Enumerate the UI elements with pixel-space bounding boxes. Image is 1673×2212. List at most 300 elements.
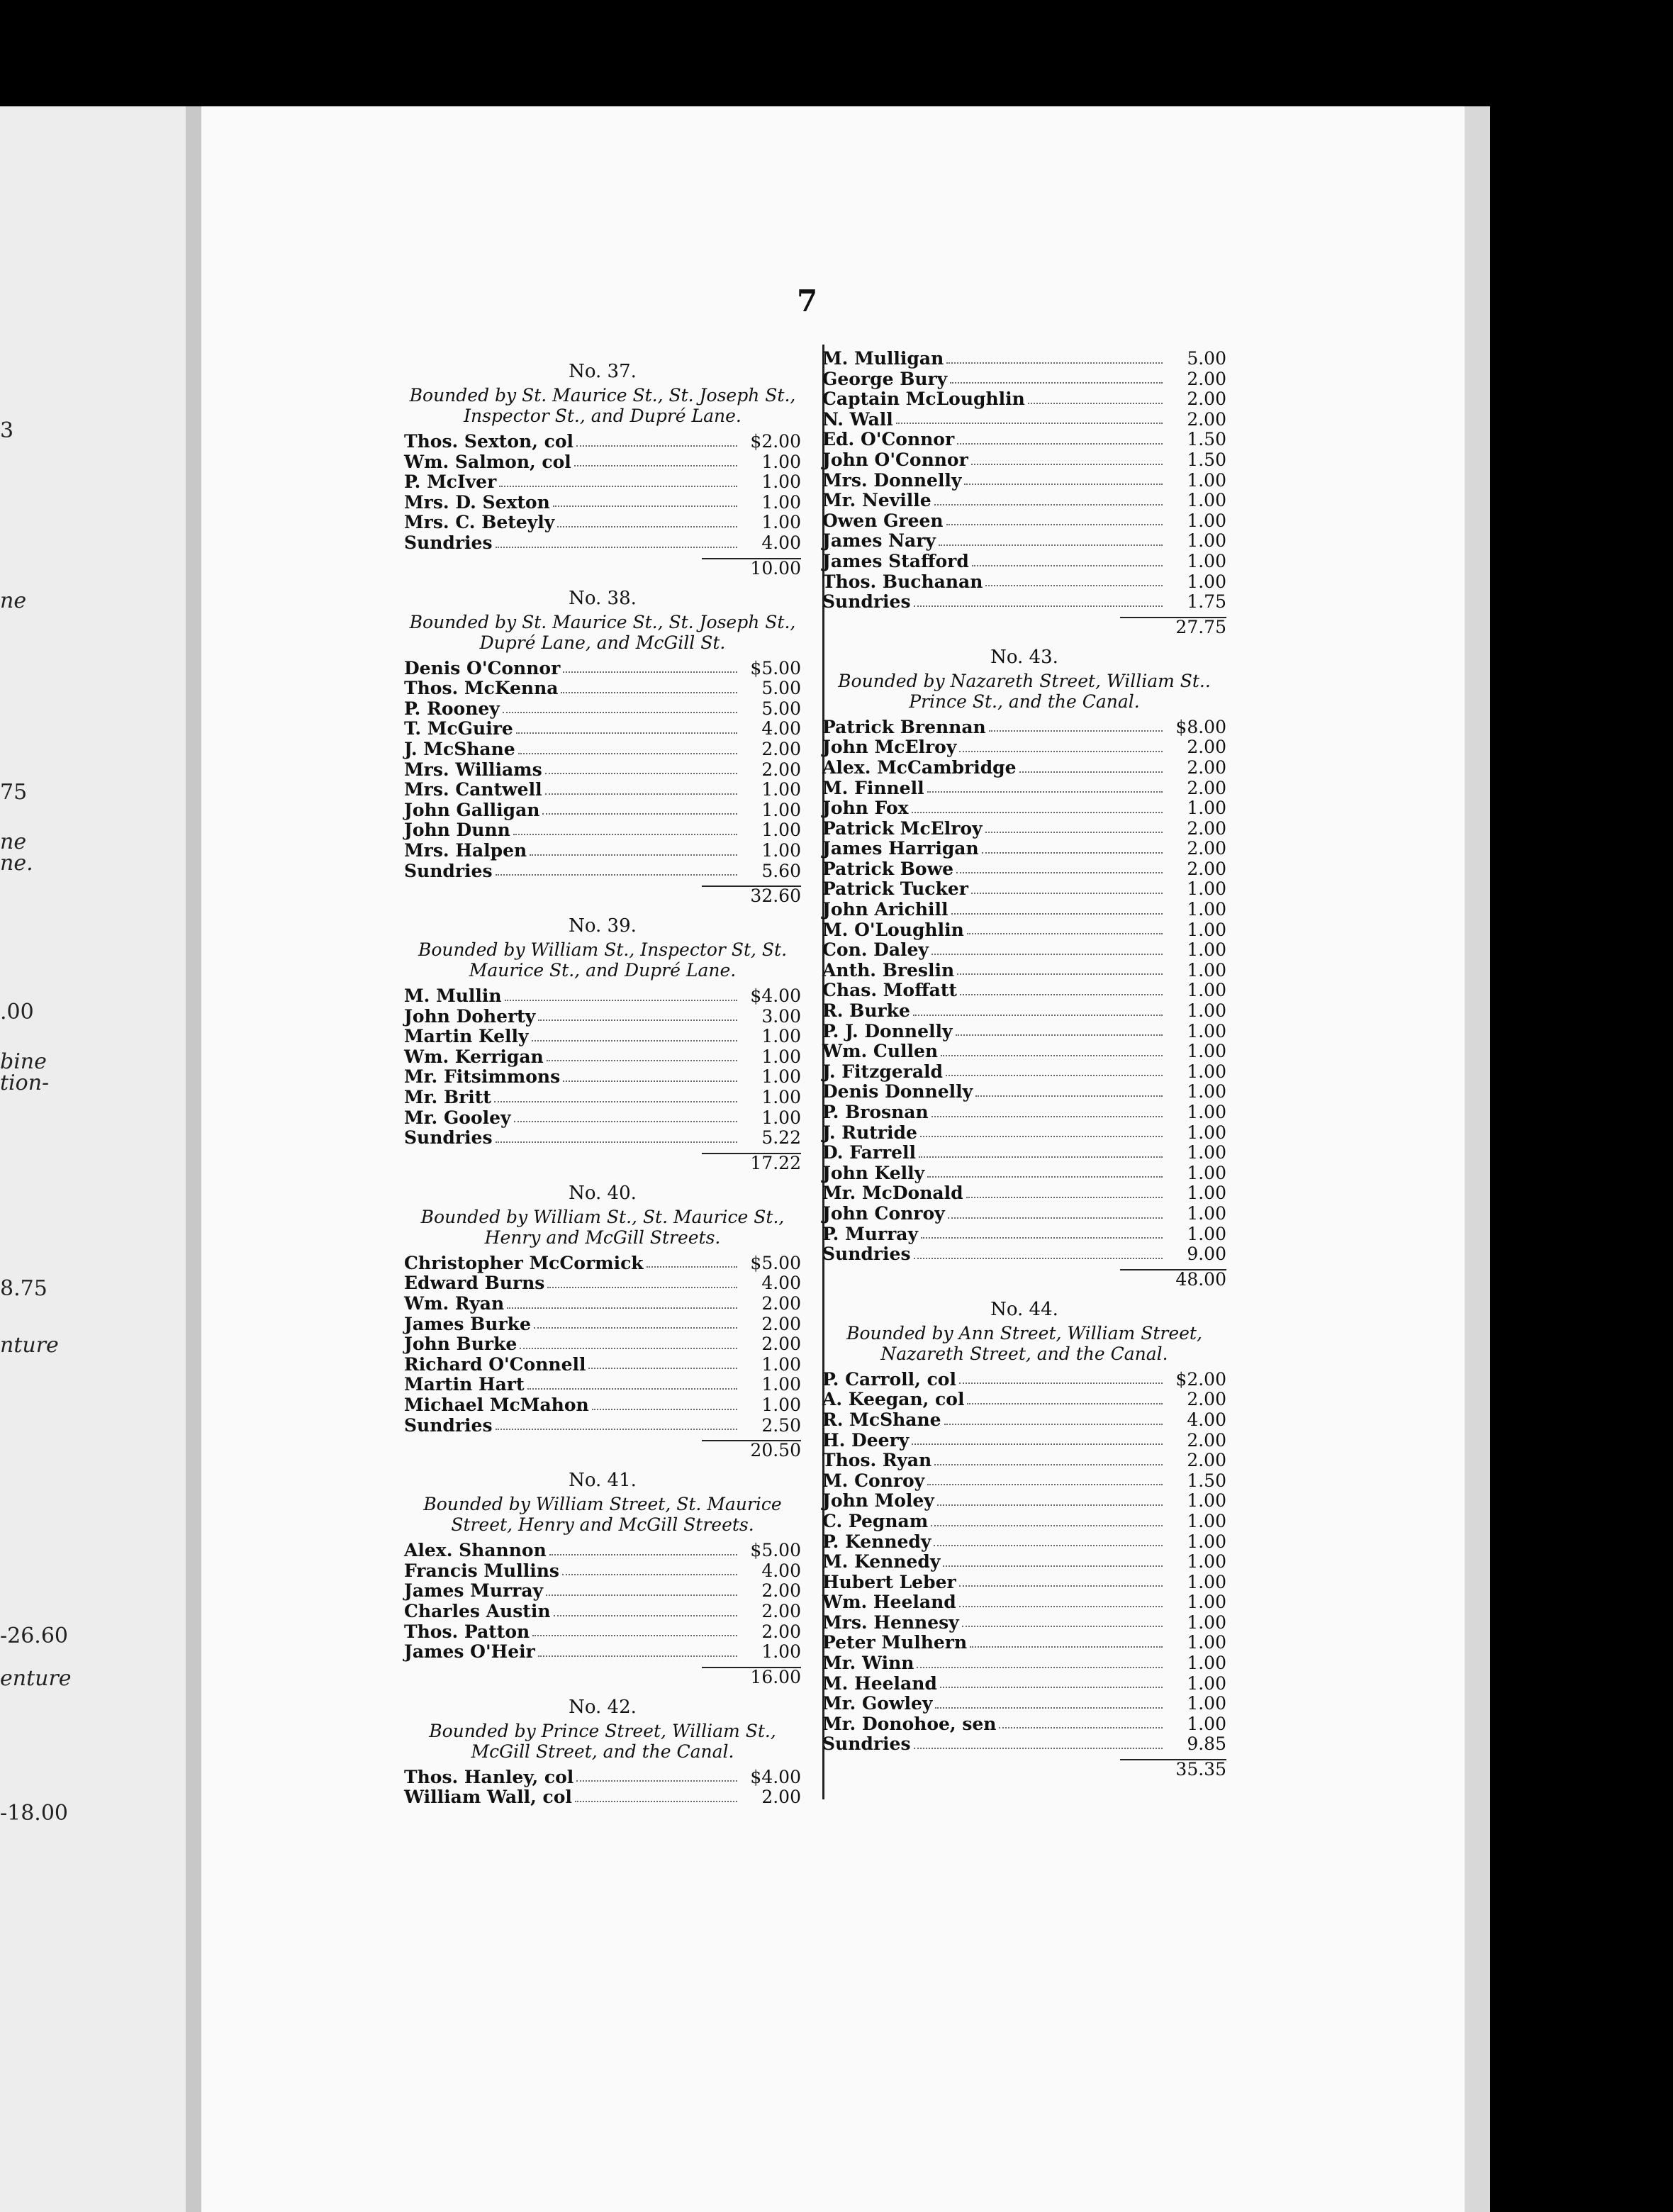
leader-dots [912, 1431, 1163, 1446]
subscriber-name: M. Finnell [822, 777, 924, 798]
leader-dots [538, 1642, 737, 1657]
leader-dots [966, 1183, 1163, 1198]
subscriber-name: Mrs. D. Sexton [404, 491, 550, 513]
section-total-value: 20.50 [702, 1440, 801, 1460]
subscriber-name: Mr. Neville [822, 490, 931, 511]
subscriber-name: John Burke [404, 1334, 517, 1355]
subscription-amount: 1.00 [1187, 959, 1226, 981]
leader-dots [553, 493, 737, 508]
leader-dots [951, 900, 1163, 915]
leader-dots [505, 986, 737, 1001]
subscription-amount: $8.00 [1175, 716, 1226, 737]
subscriber-row [822, 1512, 1226, 1532]
subscription-amount: 1.00 [1187, 1653, 1226, 1674]
subscriber-name: Charles Austin [404, 1600, 551, 1621]
ward-section [822, 647, 1226, 1289]
leader-dots [960, 981, 1163, 995]
ward-section [404, 1183, 801, 1460]
subscriber-row [822, 410, 1226, 430]
section-boundary: Bounded by William St., Inspector St, St. Maurice St., and Dupré Lane. [418, 939, 788, 981]
ward-section [404, 361, 801, 578]
subscription-amount: 1.00 [1187, 939, 1226, 961]
subscriber-name: Mr. Donohoe, sen [822, 1713, 997, 1734]
leader-dots [1019, 758, 1163, 773]
leader-dots [931, 940, 1163, 955]
subscriber-row [404, 780, 801, 800]
section-boundary: Bounded by Prince Street, William St., McGill Street, and the Canal. [429, 1720, 776, 1762]
subscriber-name: Mrs. Williams [404, 759, 542, 780]
subscription-amount: 1.50 [1187, 429, 1226, 450]
subscriber-row [822, 1143, 1226, 1163]
subscription-amount: 5.00 [761, 698, 801, 719]
leader-dots [575, 1787, 737, 1802]
subscription-amount: 1.00 [1187, 1202, 1226, 1224]
section-total-value: 10.00 [702, 558, 801, 578]
subscriber-row [404, 493, 801, 513]
subscriber-name: Thos. McKenna [404, 678, 559, 699]
subscription-amount: 1.00 [1187, 1183, 1226, 1204]
subscriber-name: P. Kennedy [822, 1531, 931, 1552]
leader-dots [496, 533, 737, 548]
leader-dots [971, 450, 1163, 465]
subscriber-row [822, 717, 1226, 738]
subscription-amount: $4.00 [750, 985, 801, 1007]
subscriber-name: Ed. O'Connor [822, 429, 955, 450]
subscriber-name: Chas. Moffatt [822, 980, 957, 1001]
subscription-amount: 1.00 [761, 779, 801, 800]
subscriber-name: P. Rooney [404, 698, 500, 719]
subscriber-name: Sundries [404, 532, 493, 553]
subscriber-name: Sundries [822, 591, 911, 613]
leader-dots [912, 798, 1163, 813]
leader-dots [959, 737, 1163, 752]
subscriber-name: H. Deery [822, 1429, 910, 1451]
page-gutter [186, 106, 201, 2212]
leader-dots [959, 1370, 1163, 1385]
leader-dots [971, 879, 1163, 894]
subscriber-name: Wm. Ryan [404, 1293, 505, 1314]
subscription-amount: 4.00 [761, 532, 801, 553]
subscriber-row [822, 1410, 1226, 1431]
subscription-amount: 1.00 [1187, 1142, 1226, 1163]
subscriber-row [404, 986, 801, 1007]
subscriber-name: Wm. Cullen [822, 1041, 939, 1062]
leader-dots [927, 1163, 1163, 1178]
section-boundary: Bounded by William Street, St. Maurice Street, Henry and McGill Streets. [423, 1494, 782, 1536]
subscriber-name: Mrs. Cantwell [404, 779, 542, 800]
facing-page-edge [0, 106, 186, 2212]
subscriber-name: William Wall, col [404, 1787, 572, 1808]
subscriber-name: M. Kennedy [822, 1551, 941, 1573]
subscriber-row [404, 1253, 801, 1274]
subscription-amount: 2.00 [1187, 1429, 1226, 1451]
section-total [404, 1149, 801, 1173]
subscription-amount: 5.60 [761, 860, 801, 881]
leader-dots [496, 1416, 737, 1431]
leader-dots [931, 1512, 1163, 1526]
leader-dots [934, 491, 1163, 505]
subscription-amount: 1.00 [1187, 1510, 1226, 1531]
subscriber-row [404, 1007, 801, 1027]
subscriber-row [822, 1183, 1226, 1204]
subscriber-row [822, 491, 1226, 511]
section-boundary: Bounded by Ann Street, William Street, Nazareth Street, and the Canal. [846, 1322, 1202, 1364]
subscriber-row [822, 940, 1226, 961]
subscription-amount: 1.00 [761, 1026, 801, 1047]
subscriber-row [404, 1541, 801, 1561]
ward-section [822, 349, 1226, 637]
section-total [822, 613, 1226, 637]
subscriber-name: Thos. Sexton, col [404, 431, 574, 452]
subscription-amount: 2.00 [761, 1313, 801, 1334]
leader-dots [518, 739, 737, 754]
leader-dots [982, 839, 1163, 854]
subscriber-row [404, 760, 801, 781]
leader-dots [927, 1471, 1163, 1486]
subscriber-name: Sundries [822, 1244, 911, 1265]
subscription-amount: 1.00 [1187, 1672, 1226, 1694]
subscriber-name: D. Farrell [822, 1142, 917, 1163]
leader-dots [964, 471, 1163, 486]
subscriber-row [822, 1714, 1226, 1735]
subscriber-row [404, 1273, 801, 1294]
subscriber-name: Christopher McCormick [404, 1252, 644, 1273]
leader-dots [496, 1128, 737, 1143]
subscriber-name: M. Mullin [404, 985, 502, 1007]
subscriber-name: Alex. Shannon [404, 1540, 547, 1561]
leader-dots [514, 1108, 737, 1123]
subscriber-name: John McElroy [822, 737, 957, 758]
leader-dots [554, 1602, 738, 1616]
subscription-amount: 1.00 [761, 491, 801, 513]
leader-dots [941, 1041, 1163, 1056]
leader-dots [939, 531, 1163, 546]
leader-dots [914, 1734, 1163, 1749]
subscription-amount: 2.00 [1187, 389, 1226, 410]
section-number: No. 41. [569, 1470, 637, 1492]
subscriber-name: John O'Connor [822, 449, 968, 470]
subscriber-name: Anth. Breslin [822, 959, 955, 981]
subscriber-row [822, 1592, 1226, 1613]
subscriber-row [822, 369, 1226, 390]
section-number: No. 39. [569, 915, 637, 937]
section-number: No. 42. [569, 1696, 637, 1718]
ward-section [404, 1470, 801, 1687]
margin-fragment: .00 [0, 1000, 34, 1024]
subscriber-row [404, 1108, 801, 1129]
subscriber-name: John Conroy [822, 1202, 945, 1224]
leader-dots [937, 1491, 1163, 1506]
subscriber-row [822, 430, 1226, 450]
subscriber-row [404, 719, 801, 739]
subscriber-name: John Moley [822, 1490, 934, 1512]
subscriber-name: Mr. Fitsimmons [404, 1066, 561, 1088]
subscriber-name: Mrs. Donnelly [822, 469, 962, 491]
subscriber-name: M. O'Loughlin [822, 919, 964, 940]
leader-dots [967, 1390, 1163, 1404]
section-number: No. 44. [990, 1298, 1058, 1320]
leader-dots [927, 778, 1163, 793]
subscriber-row [822, 1552, 1226, 1573]
subscriber-row [404, 1294, 801, 1314]
subscriber-row [404, 533, 801, 554]
subscriber-name: Mr. Winn [822, 1653, 914, 1674]
subscription-amount: 3.00 [761, 1005, 801, 1027]
leader-dots [576, 1767, 737, 1782]
subscriber-row [822, 920, 1226, 941]
leader-dots [999, 1714, 1163, 1729]
leader-dots [538, 1007, 737, 1022]
subscriber-row [822, 572, 1226, 593]
leader-dots [513, 820, 737, 835]
section-number: No. 38. [569, 587, 637, 609]
subscription-amount: 1.00 [761, 799, 801, 820]
subscription-amount: 2.00 [1187, 756, 1226, 778]
margin-fragment: -26.60 [0, 1624, 69, 1648]
subscriber-name: Patrick Bowe [822, 858, 954, 879]
subscriber-row [822, 1163, 1226, 1184]
subscriber-name: Francis Mullins [404, 1560, 559, 1581]
leader-dots [944, 1410, 1163, 1425]
subscriber-name: Mr. Gooley [404, 1107, 511, 1128]
subscriber-name: Michael McMahon [404, 1395, 589, 1415]
subscriber-row [822, 1082, 1226, 1102]
subscriber-name: Sundries [404, 860, 493, 881]
leader-dots [592, 1395, 737, 1410]
subscriber-row [822, 552, 1226, 572]
leader-dots [588, 1355, 737, 1370]
subscriber-name: Sundries [822, 1733, 911, 1755]
ward-section [404, 588, 801, 906]
section-total-value: 35.35 [1120, 1759, 1226, 1779]
leader-dots [563, 1067, 737, 1082]
leader-dots [946, 1062, 1163, 1077]
leader-dots [507, 1294, 737, 1309]
subscriber-name: M. Mulligan [822, 348, 944, 369]
subscription-amount: $2.00 [1175, 1368, 1226, 1390]
subscription-amount: 1.00 [761, 820, 801, 841]
subscription-amount: 2.00 [1187, 817, 1226, 839]
leader-dots [549, 1541, 737, 1555]
subscriber-name: Wm. Salmon, col [404, 451, 571, 472]
subscription-amount: $2.00 [750, 431, 801, 452]
leader-dots [943, 1552, 1163, 1567]
subscriber-name: M. Conroy [822, 1470, 925, 1491]
subscriber-name: Mr. Britt [404, 1087, 491, 1108]
subscriber-name: John Kelly [822, 1162, 925, 1183]
leader-dots [972, 552, 1163, 566]
subscriber-name: N. Wall [822, 408, 893, 430]
subscriber-row [822, 1734, 1226, 1755]
subscription-amount: 5.00 [761, 678, 801, 699]
subscription-amount: 1.00 [1187, 878, 1226, 900]
subscriber-row [822, 1491, 1226, 1512]
subscription-amount: 1.00 [1187, 490, 1226, 511]
leader-dots [494, 1088, 737, 1102]
subscription-amount: 1.00 [761, 1066, 801, 1088]
subscriber-row [404, 1375, 801, 1395]
subscription-amount: 2.00 [1187, 368, 1226, 389]
subscription-amount: 1.00 [761, 839, 801, 861]
subscription-amount: 1.00 [1187, 1162, 1226, 1183]
subscriber-row [822, 981, 1226, 1001]
leader-dots [959, 1573, 1163, 1587]
leader-dots [576, 432, 737, 447]
subscriber-row [822, 1573, 1226, 1593]
subscriber-name: Mrs. Hennesy [822, 1611, 959, 1633]
subscriber-name: John Fox [822, 798, 909, 819]
subscriber-row [822, 1204, 1226, 1224]
subscriber-row [404, 841, 801, 861]
right-column [822, 349, 1226, 1789]
leader-dots [503, 699, 737, 714]
page-number: 7 [797, 284, 818, 318]
subscriber-name: R. McShane [822, 1409, 941, 1430]
subscriber-row [822, 1022, 1226, 1042]
subscriber-name: Sundries [404, 1414, 493, 1436]
subscriber-row [822, 1613, 1226, 1633]
subscription-amount: 2.00 [1187, 1389, 1226, 1410]
subscriber-row [404, 1416, 801, 1436]
leader-dots [957, 430, 1163, 445]
subscriber-name: Mr. Gowley [822, 1693, 933, 1714]
subscriber-name: T. McGuire [404, 718, 513, 739]
subscriber-name: Wm. Kerrigan [404, 1046, 544, 1067]
section-total-value: 17.22 [702, 1153, 801, 1173]
leader-dots [934, 1532, 1163, 1547]
subscriber-name: J. Fitzgerald [822, 1061, 944, 1082]
leader-dots [563, 659, 737, 674]
subscriber-name: James Stafford [822, 550, 969, 571]
subscription-amount: 2.00 [1187, 838, 1226, 859]
subscriber-name: John Doherty [404, 1005, 536, 1027]
subscriber-row [822, 859, 1226, 880]
subscriber-name: Captain McLoughlin [822, 389, 1025, 410]
section-total [404, 1436, 801, 1460]
subscriber-name: M. Heeland [822, 1672, 937, 1694]
subscriber-name: P. J. Donnelly [822, 1020, 953, 1041]
subscriber-row [404, 678, 801, 699]
subscription-amount: 2.00 [761, 1787, 801, 1808]
leader-dots [542, 800, 737, 815]
subscription-amount: 5.00 [1187, 348, 1226, 369]
section-total-value: 48.00 [1120, 1269, 1226, 1289]
subscriber-row [404, 1642, 801, 1663]
subscriber-name: P. Carroll, col [822, 1368, 956, 1390]
subscription-amount: 2.00 [761, 1293, 801, 1314]
subscription-amount: $4.00 [750, 1766, 801, 1787]
subscription-amount: $5.00 [750, 1540, 801, 1561]
leader-dots [561, 678, 737, 693]
subscription-amount: 1.00 [1187, 1122, 1226, 1143]
margin-fragment: enture [0, 1666, 72, 1691]
leader-dots [985, 819, 1163, 834]
subscription-amount: 1.00 [1187, 1102, 1226, 1122]
subscription-amount: 1.75 [1187, 591, 1226, 613]
leader-dots [527, 1375, 737, 1390]
subscriber-row [404, 861, 801, 882]
subscriber-row [404, 1128, 801, 1149]
leader-dots [547, 1047, 737, 1062]
subscription-amount: 1.00 [1187, 469, 1226, 491]
subscriber-name: J. McShane [404, 738, 515, 759]
subscription-amount: 1.00 [1187, 1632, 1226, 1653]
subscriber-row [404, 452, 801, 473]
subscriber-row [404, 432, 801, 452]
ward-section [404, 915, 801, 1173]
leader-dots [934, 1451, 1163, 1465]
subscriber-row [822, 879, 1226, 900]
leader-dots [534, 1314, 737, 1329]
subscriber-name: Mrs. C. Beteyly [404, 512, 555, 533]
subscriber-name: Richard O'Connell [404, 1353, 586, 1375]
subscription-amount: 1.00 [1187, 899, 1226, 920]
subscriber-row [404, 659, 801, 679]
subscriber-name: Patrick Brennan [822, 716, 986, 737]
margin-fragment: 3 [0, 418, 14, 443]
subscriber-row [404, 1602, 801, 1622]
subscription-amount: $5.00 [750, 657, 801, 678]
subscription-amount: 2.00 [1187, 777, 1226, 798]
subscription-amount: 2.00 [1187, 1450, 1226, 1471]
margin-fragment: tion- [0, 1071, 50, 1095]
section-boundary: Bounded by William St., St. Maurice St., Henry and McGill Streets. [420, 1206, 785, 1248]
page-edge [1465, 106, 1490, 2212]
subscriber-row [822, 1062, 1226, 1083]
section-boundary: Bounded by Nazareth Street, William St.. Prince St., and the Canal. [838, 670, 1211, 712]
left-column [404, 358, 801, 1808]
subscriber-row [822, 349, 1226, 369]
subscription-amount: 1.00 [1187, 1061, 1226, 1082]
subscriber-name: P. Brosnan [822, 1102, 929, 1122]
subscription-amount: 1.00 [761, 1353, 801, 1375]
leader-dots [1028, 389, 1163, 404]
subscription-amount: 1.50 [1187, 449, 1226, 470]
subscription-amount: 1.00 [1187, 550, 1226, 571]
subscription-amount: 2.00 [761, 1621, 801, 1642]
section-total [822, 1755, 1226, 1779]
subscriber-row [822, 1694, 1226, 1714]
subscriber-name: James Nary [822, 530, 936, 552]
subscription-amount: 1.00 [761, 1395, 801, 1415]
leader-dots [914, 1244, 1163, 1259]
leader-dots [896, 410, 1163, 425]
leader-dots [956, 1022, 1163, 1037]
leader-dots [950, 369, 1163, 384]
leader-dots [989, 717, 1163, 732]
subscriber-name: Denis Donnelly [822, 1081, 973, 1102]
margin-fragment: nture [0, 1333, 59, 1358]
subscriber-name: Patrick McElroy [822, 817, 983, 839]
subscription-amount: 9.00 [1187, 1244, 1226, 1265]
subscription-amount: 1.00 [1187, 798, 1226, 819]
subscription-amount: 2.00 [761, 1580, 801, 1602]
subscription-amount: 2.00 [761, 1600, 801, 1621]
subscription-amount: 1.00 [1187, 1490, 1226, 1512]
subscriber-row [822, 1123, 1226, 1144]
subscriber-name: John Dunn [404, 820, 510, 841]
leader-dots [917, 1653, 1163, 1668]
section-number: No. 37. [569, 361, 637, 382]
subscription-amount: 1.00 [1187, 571, 1226, 592]
subscriber-name: J. Rutride [822, 1122, 917, 1143]
subscriber-row [822, 900, 1226, 920]
subscriber-row [822, 471, 1226, 491]
subscriber-row [404, 1355, 801, 1375]
subscriber-name: James Harrigan [822, 838, 979, 859]
section-total-value: 32.60 [702, 886, 801, 905]
subscriber-row [822, 1451, 1226, 1471]
